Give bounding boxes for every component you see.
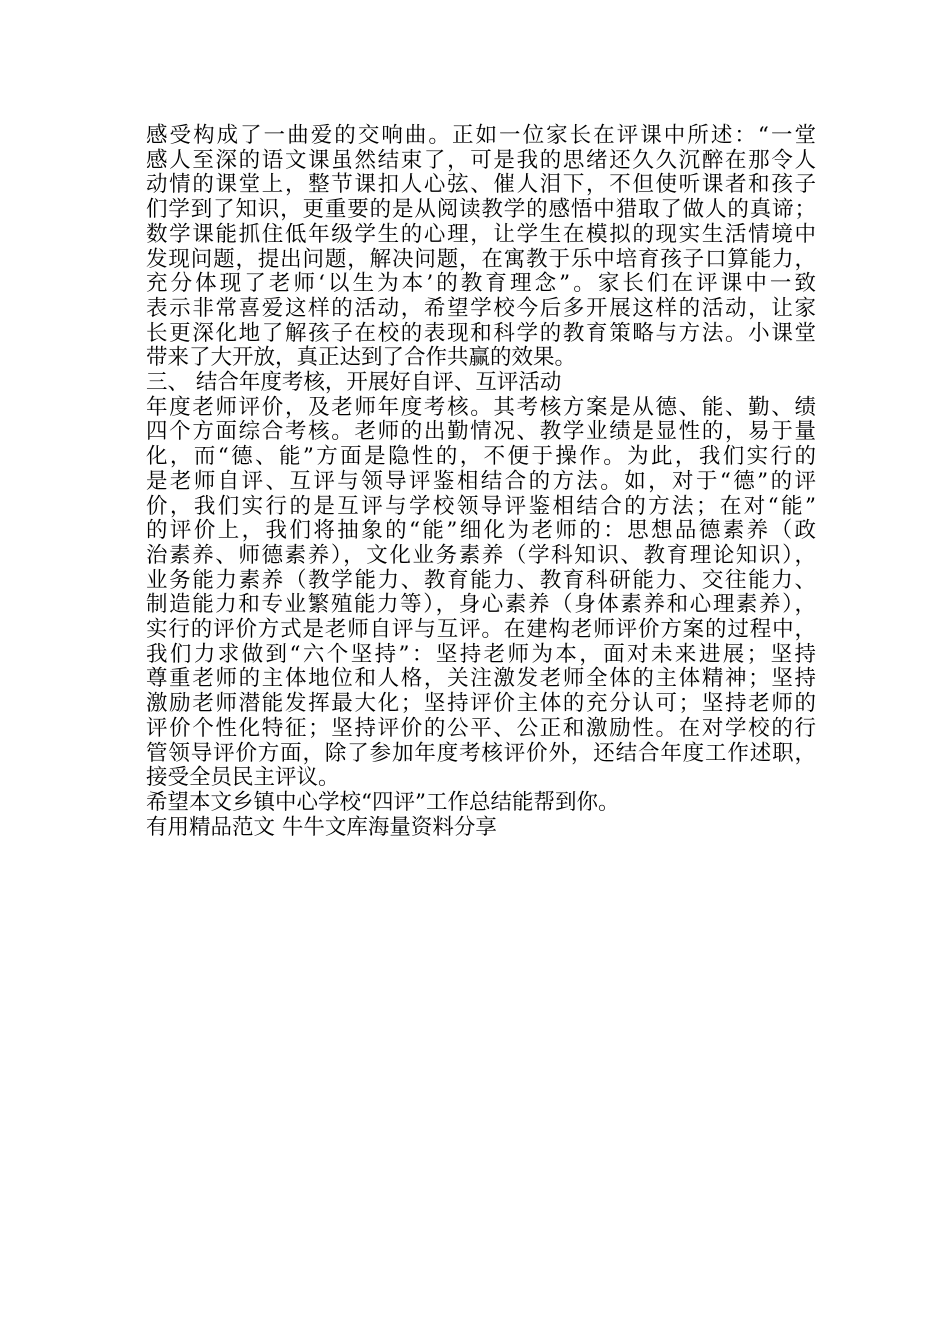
text-line: 接受全员民主评议。: [146, 765, 340, 791]
text-line: 年度老师评价，及老师年度考核。其考核方案是从德、能、勤、绩: [146, 394, 816, 420]
text-line: 感受构成了一曲爱的交响曲。正如一位家长在评课中所述：“一堂: [146, 123, 816, 148]
document-body: [146, 124, 816, 840]
paragraph-annual-assessment: [146, 396, 816, 791]
paragraph-parent-evaluation: [146, 124, 816, 371]
text-line: 四个方面综合考核。老师的出勤情况、教学业绩是显性的，易于量: [146, 419, 816, 445]
text-line: 发现问题，提出问题，解决问题，在寓教于乐中培育孩子口算能力，: [146, 246, 816, 272]
text-line: 带来了大开放，真正达到了合作共赢的效果。: [146, 345, 577, 371]
text-line: 化，而“德、能”方面是隐性的，不便于操作。为此，我们实行的: [146, 444, 816, 470]
text-line: 感人至深的语文课虽然结束了，可是我的思绪还久久沉醉在那令人: [146, 147, 816, 173]
text-line: 评价个性化特征；坚持评价的公平、公正和激励性。在对学校的行: [146, 715, 816, 741]
text-line: 充分体现了老师‘以生为本’的教育理念”。家长们在评课中一致: [146, 271, 816, 297]
section-heading: 三、 结合年度考核，开展好自评、互评活动: [146, 370, 562, 396]
text-line: 我们力求做到“六个坚持”：坚持老师为本，面对未来进展；坚持: [146, 641, 816, 667]
text-line: 的评价上，我们将抽象的“能”细化为老师的：思想品德素养（政: [146, 518, 816, 544]
text-line: 动情的课堂上，整节课扣人心弦、催人泪下，不但使听课者和孩子: [146, 172, 816, 198]
text-line: 是老师自评、互评与领导评鉴相结合的方法。如，对于“德”的评: [146, 468, 816, 494]
text-line: 数学课能抓住低年级学生的心理，让学生在模拟的现实生活情境中: [146, 221, 816, 247]
text-line: 业务能力素养（教学能力、教育能力、教育科研能力、交往能力、: [146, 567, 816, 593]
text-line: 实行的评价方式是老师自评与互评。在建构老师评价方案的过程中，: [146, 617, 816, 643]
text-line: 尊重老师的主体地位和人格，关注激发老师全体的主体精神；坚持: [146, 666, 816, 692]
text-line: 长更深化地了解孩子在校的表现和科学的教育策略与方法。小课堂: [146, 320, 816, 346]
text-line: 制造能力和专业繁殖能力等），身心素养（身体素养和心理素养），: [146, 592, 816, 618]
text-line: 们学到了知识，更重要的是从阅读教学的感悟中猎取了做人的真谛；: [146, 197, 816, 223]
footer-note: 有用精品范文 牛牛文库海量资料分享: [146, 814, 497, 840]
text-line: 表示非常喜爱这样的活动，希望学校今后多开展这样的活动，让家: [146, 295, 816, 321]
closing-sentence: 希望本文乡镇中心学校“四评”工作总结能帮到你。: [146, 789, 620, 815]
text-line: 激励老师潜能发挥最大化；坚持评价主体的充分认可；坚持老师的: [146, 691, 816, 717]
text-line: 治素养、师德素养），文化业务素养（学科知识、教育理论知识），: [146, 542, 816, 568]
text-line: 价，我们实行的是互评与学校领导评鉴相结合的方法；在对“能”: [146, 493, 816, 519]
text-line: 管领导评价方面，除了参加年度考核评价外，还结合年度工作述职，: [146, 740, 816, 766]
